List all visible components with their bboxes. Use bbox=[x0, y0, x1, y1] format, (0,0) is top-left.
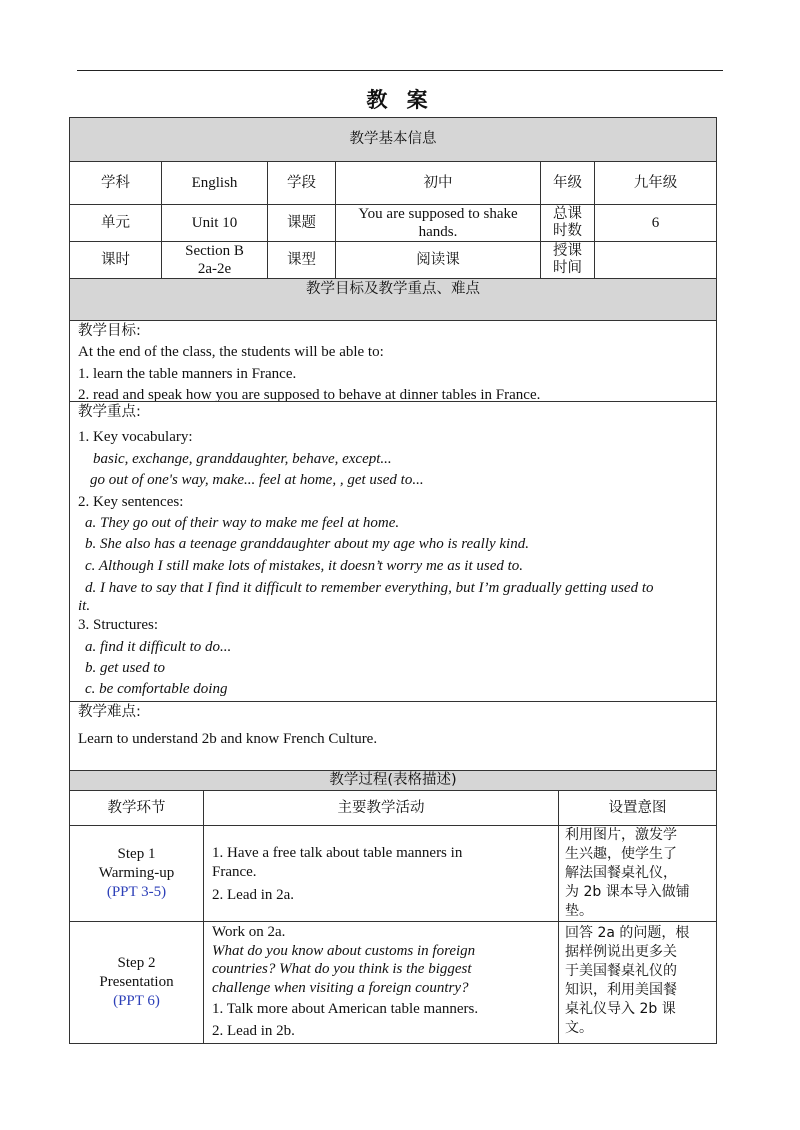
goals-block bbox=[69, 320, 717, 402]
intent-line: 垫。 bbox=[565, 903, 593, 919]
step-1-activities bbox=[203, 825, 559, 922]
activity-line: France. bbox=[212, 863, 257, 880]
key-sentence: d. I have to say that I find it difficult to remember everything, but I’m gradually getting used to bbox=[85, 580, 654, 597]
step-2-name: Presentation bbox=[99, 974, 174, 990]
period-value bbox=[161, 241, 268, 279]
structure-item: c. be comfortable doing bbox=[85, 681, 228, 698]
key-sentences-title: 2. Key sentences: bbox=[78, 493, 184, 510]
step-1-intent bbox=[558, 825, 717, 922]
teaching-time-label-1: 授课 bbox=[553, 243, 582, 259]
teaching-time-value bbox=[594, 241, 717, 279]
key-sentence: a. They go out of their way to make me feel at home. bbox=[85, 515, 400, 532]
activity-intro: Work on 2a. bbox=[212, 924, 286, 940]
subject-label: 学科 bbox=[69, 161, 162, 205]
unit-label: 单元 bbox=[69, 204, 162, 242]
step-2-title: Step 2 bbox=[117, 955, 156, 971]
difficult-points-text: Learn to understand 2b and know French Culture. bbox=[78, 731, 378, 748]
col-step-header: 教学环节 bbox=[69, 790, 204, 826]
intent-line: 生兴趣，使学生了 bbox=[565, 846, 677, 862]
step-2-ppt-ref: (PPT 6) bbox=[113, 993, 160, 1009]
basic-info-header: 教学基本信息 bbox=[69, 117, 717, 162]
goals-line: At the end of the class, the students will be able to: bbox=[78, 344, 384, 361]
activity-line: 1. Talk more about American table manners. bbox=[212, 1001, 479, 1017]
process-header: 教学过程(表格描述) bbox=[69, 770, 717, 791]
key-sentence: b. She also has a teenage granddaughter about my age who is really kind. bbox=[85, 536, 529, 553]
unit-value: Unit 10 bbox=[161, 204, 268, 242]
key-points-block bbox=[69, 401, 717, 702]
key-points-label: 教学重点: bbox=[78, 404, 141, 420]
step-2-intent bbox=[558, 921, 717, 1044]
total-hours-label-2: 时数 bbox=[553, 223, 582, 239]
activity-question: challenge when visiting a foreign country? bbox=[212, 979, 469, 996]
step-1-ppt-ref: (PPT 3-5) bbox=[106, 884, 167, 900]
activity-line: 1. Have a free talk about table manners in bbox=[212, 845, 463, 861]
goals-label: 教学目标: bbox=[78, 323, 141, 339]
stage-value: 初中 bbox=[335, 161, 541, 205]
goals-line: 1. learn the table manners in France. bbox=[78, 365, 297, 382]
structure-item: a. find it difficult to do... bbox=[85, 638, 232, 655]
intent-line: 知识，利用美国餐 bbox=[565, 982, 677, 998]
difficult-points-block bbox=[69, 701, 717, 771]
grade-label: 年级 bbox=[540, 161, 595, 205]
period-line-2: 2a-2e bbox=[197, 261, 232, 277]
step-1-cell bbox=[69, 825, 204, 922]
period-line-1: Section B bbox=[185, 243, 244, 259]
total-hours-label bbox=[540, 204, 595, 242]
stage-label: 学段 bbox=[267, 161, 336, 205]
teaching-time-label bbox=[540, 241, 595, 279]
activity-question: countries? What do you think is the biggest bbox=[212, 961, 472, 977]
intent-line: 文。 bbox=[565, 1020, 593, 1036]
intent-line: 桌礼仪导入 2b 课 bbox=[565, 1001, 676, 1017]
key-sentence: c. Although I still make lots of mistakes, it doesn’t worry me as it used to. bbox=[85, 557, 524, 574]
activity-line: 2. Lead in 2a. bbox=[212, 887, 295, 903]
intent-line: 回答 2a 的问题，根 bbox=[565, 925, 690, 941]
period-label: 课时 bbox=[69, 241, 162, 279]
key-sentence-continuation: it. bbox=[78, 598, 91, 615]
structure-item: b. get used to bbox=[85, 660, 165, 677]
lesson-type-label: 课型 bbox=[267, 241, 336, 279]
topic-line-2: hands. bbox=[418, 224, 458, 240]
activity-question: What do you know about customs in foreign bbox=[212, 942, 476, 959]
intent-line: 利用图片，激发学 bbox=[565, 827, 677, 843]
intent-line: 解法国餐桌礼仪， bbox=[565, 865, 677, 881]
document-title: 教 案 bbox=[366, 88, 434, 112]
intent-line: 为 2b 课本导入做铺 bbox=[565, 884, 690, 900]
structures-title: 3. Structures: bbox=[78, 617, 158, 634]
step-2-activities bbox=[203, 921, 559, 1044]
key-vocab-line: basic, exchange, granddaughter, behave, except... bbox=[93, 450, 392, 467]
col-intent-header: 设置意图 bbox=[558, 790, 717, 826]
topic-value bbox=[335, 204, 541, 242]
grade-value: 九年级 bbox=[594, 161, 717, 205]
subject-value: English bbox=[161, 161, 268, 205]
intent-line: 于美国餐桌礼仪的 bbox=[565, 963, 677, 979]
topic-line-1: You are supposed to shake bbox=[358, 206, 518, 222]
total-hours-label-1: 总课 bbox=[553, 206, 582, 222]
activity-line: 2. Lead in 2b. bbox=[212, 1022, 295, 1039]
step-1-name: Warming-up bbox=[98, 865, 175, 881]
col-activity-header: 主要教学活动 bbox=[203, 790, 559, 826]
topic-label: 课题 bbox=[267, 204, 336, 242]
total-hours-value: 6 bbox=[594, 204, 717, 242]
step-2-cell bbox=[69, 921, 204, 1044]
intent-line: 据样例说出更多关 bbox=[565, 944, 677, 960]
objectives-header: 教学目标及教学重点、难点 bbox=[69, 278, 717, 321]
key-vocab-line: go out of one's way, make... feel at home, , get used to... bbox=[90, 472, 424, 489]
lesson-type-value: 阅读课 bbox=[335, 241, 541, 279]
top-rule bbox=[77, 70, 723, 71]
key-vocab-title: 1. Key vocabulary: bbox=[78, 429, 193, 446]
goals-line: 2. read and speak how you are supposed to behave at dinner tables in France. bbox=[78, 387, 541, 404]
teaching-time-label-2: 时间 bbox=[553, 260, 582, 276]
difficult-points-label: 教学难点: bbox=[78, 704, 141, 720]
step-1-title: Step 1 bbox=[117, 846, 156, 862]
